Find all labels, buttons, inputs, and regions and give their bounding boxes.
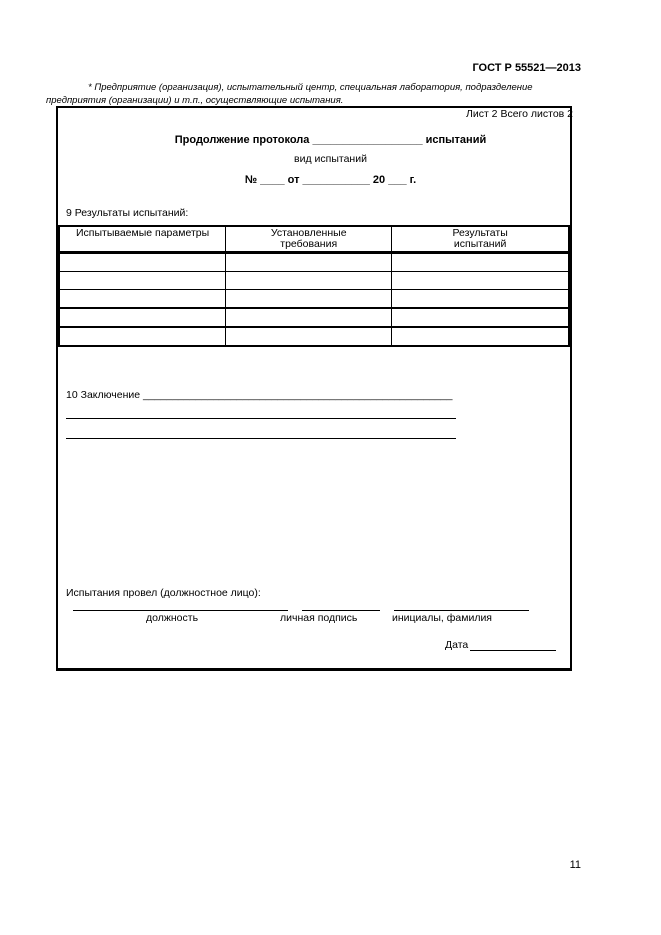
page-number: 11 (569, 859, 581, 871)
table-row (59, 253, 569, 272)
header-results-line2: испытаний (453, 238, 507, 250)
protocol-subtitle: вид испытаний (294, 153, 367, 165)
table-row (59, 308, 569, 327)
footnote-line-1: * Предприятие (организация), испытательный центр, специальная лаборатория, подразделение (88, 82, 533, 93)
table-cell[interactable] (226, 308, 392, 327)
table-cell[interactable] (226, 327, 392, 346)
table-cell[interactable] (59, 290, 226, 309)
table-cell[interactable] (59, 327, 226, 346)
protocol-number-line: № ____ от ___________ 20 ___ г. (244, 174, 417, 186)
header-results-line1: Результаты (452, 227, 508, 239)
date-label: Дата (445, 639, 469, 651)
tested-by-label: Испытания провел (должностное лицо): (66, 587, 261, 599)
table-row (59, 327, 569, 346)
protocol-title: Продолжение протокола __________________ испытаний (174, 134, 487, 146)
header-requirements (226, 226, 392, 253)
sheet-info: Лист 2 Всего листов 2 (465, 108, 573, 120)
position-label: должность (146, 612, 199, 624)
position-signature-line[interactable] (73, 610, 288, 611)
header-requirements-line2: требования (280, 238, 338, 250)
header-tested-parameters-label: Испытываемые параметры (75, 227, 210, 239)
header-requirements-line1: Установленные (270, 227, 347, 239)
table-row (59, 290, 569, 309)
header-results (392, 226, 569, 253)
table-cell[interactable] (226, 253, 392, 272)
table-cell[interactable] (392, 253, 569, 272)
footnote-line-2: предприятия (организации) и т.п., осуществляющие испытания. (46, 95, 344, 106)
signature-line[interactable] (302, 610, 380, 611)
name-label: инициалы, фамилия (392, 612, 492, 624)
name-signature-line[interactable] (394, 610, 529, 611)
table-cell[interactable] (392, 290, 569, 309)
section-9-heading: 9 Результаты испытаний: (66, 207, 189, 219)
table-cell[interactable] (226, 290, 392, 309)
header-tested-parameters (59, 226, 226, 253)
table-cell[interactable] (59, 308, 226, 327)
date-line[interactable] (470, 650, 556, 651)
signature-label: личная подпись (280, 612, 358, 624)
conclusion-line[interactable] (66, 418, 456, 419)
table-header-row (59, 226, 569, 253)
table-cell[interactable] (59, 272, 226, 290)
conclusion-line[interactable] (66, 438, 456, 439)
table-cell[interactable] (59, 253, 226, 272)
table-cell[interactable] (392, 327, 569, 346)
table-cell[interactable] (392, 272, 569, 290)
table-cell[interactable] (226, 272, 392, 290)
section-10-conclusion: 10 Заключение _____________________________________________________ (66, 389, 453, 401)
standard-number: ГОСТ Р 55521—2013 (472, 62, 581, 74)
table-cell[interactable] (392, 308, 569, 327)
table-row (59, 272, 569, 290)
results-table (58, 225, 570, 347)
